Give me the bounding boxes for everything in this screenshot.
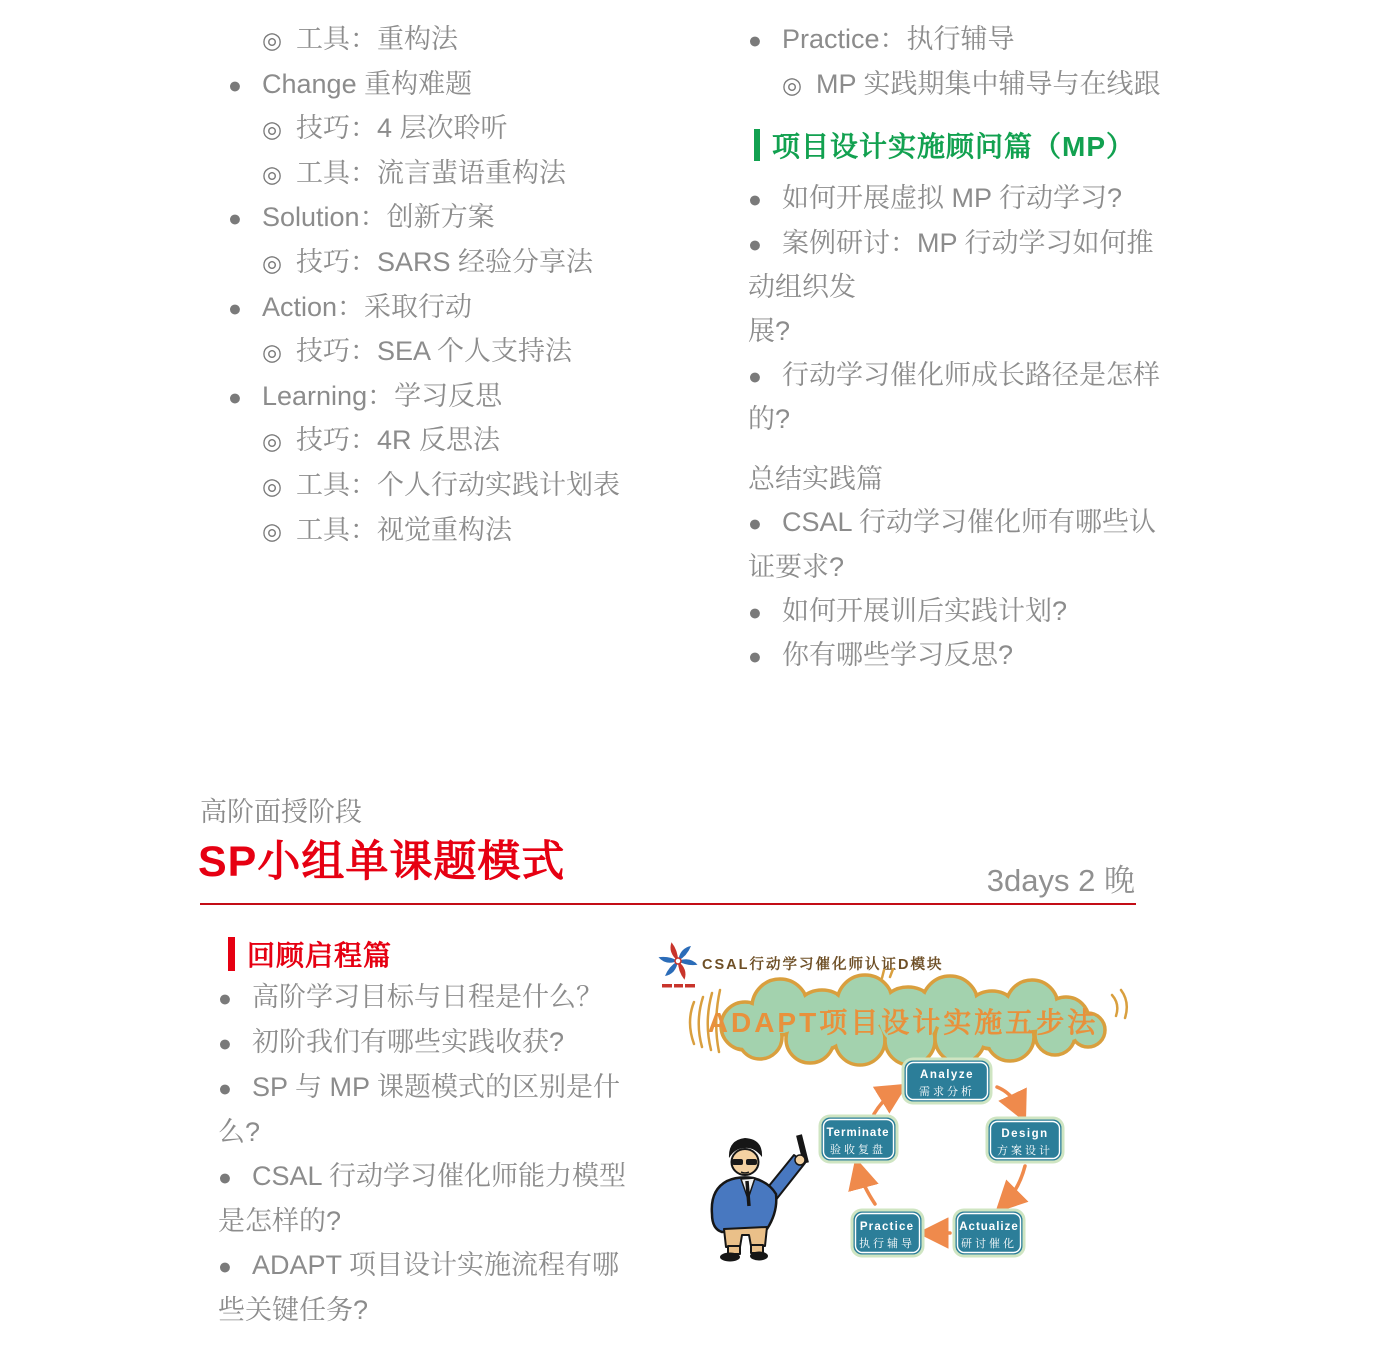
bullet-icon: ●	[748, 510, 762, 537]
bullet-icon: ●	[228, 71, 242, 98]
list-item-text: 技巧：4 层次聆听	[296, 113, 508, 144]
list-item	[228, 509, 698, 554]
list-item	[218, 975, 658, 1020]
step-label-zh: 验收复盘	[830, 1144, 886, 1156]
list-item-text: Practice：执行辅导	[782, 24, 1015, 54]
banner-title: ADAPT项目设计实施五步法	[707, 1007, 1099, 1038]
list-item-text: 些关键任务?	[218, 1295, 369, 1325]
list-item-text: ADAPT 项目设计实施流程有哪	[252, 1250, 620, 1280]
step-box-actualize	[954, 1210, 1024, 1256]
list-item-text: 你有哪些学习反思?	[782, 640, 1014, 671]
list-item-wrap	[748, 310, 1178, 354]
list-item-wrap	[748, 546, 1178, 590]
bullet-icon: ●	[748, 598, 762, 625]
list-item	[748, 177, 1178, 222]
logo-subtext-marks	[662, 984, 695, 988]
adapt-cycle-diagram	[650, 940, 1162, 1344]
agenda-column-left	[228, 18, 698, 553]
arrow-practice-to-terminate	[859, 1171, 875, 1204]
list-item-text: 案例研讨：MP 行动学习如何推	[782, 227, 1154, 258]
hand	[795, 1155, 805, 1165]
bullet-icon: ●	[748, 362, 762, 389]
facilitator-illustration	[712, 1135, 806, 1262]
section-header-mp	[754, 125, 1178, 165]
list-item-text: 如何开展虚拟 MP 行动学习?	[782, 183, 1123, 214]
bullet-icon: ●	[748, 230, 762, 257]
sub-bullet-icon: ◎	[782, 71, 803, 98]
bullet-icon: ●	[228, 294, 242, 321]
list-item-text: 行动学习催化师成长路径是怎样	[782, 359, 1160, 390]
bullet-icon: ●	[228, 383, 242, 410]
list-item	[228, 107, 698, 152]
step-label-en: Practice	[859, 1221, 915, 1233]
list-item-text: Solution：创新方案	[262, 202, 495, 233]
arrow-design-to-actualize	[1005, 1166, 1025, 1203]
step-box-analyze	[903, 1059, 991, 1103]
sub-bullet-icon: ◎	[262, 249, 283, 276]
bullet-icon: ●	[218, 1030, 232, 1056]
step-box-design	[987, 1118, 1063, 1162]
glasses-right	[746, 1159, 757, 1165]
tie	[747, 1181, 749, 1206]
bullet-icon: ●	[228, 205, 242, 232]
step-box-terminate	[820, 1116, 897, 1162]
list-item-text: 工具：重构法	[296, 24, 458, 54]
sub-bullet-icon: ◎	[262, 160, 283, 187]
list-item-text: SP 与 MP 课题模式的区别是什	[252, 1072, 621, 1102]
step-label-en: Actualize	[959, 1221, 1019, 1233]
step-label-zh: 执行辅导	[859, 1238, 915, 1250]
list-item-text: 证要求?	[748, 551, 845, 582]
list-item	[748, 501, 1178, 546]
list-item-text: 的?	[748, 404, 791, 435]
agenda-column-right	[748, 18, 1178, 679]
list-item	[228, 63, 698, 108]
step-box-practice	[852, 1210, 923, 1256]
section-bar	[228, 937, 235, 971]
step-label-en: Terminate	[826, 1127, 890, 1139]
bullet-icon: ●	[218, 985, 232, 1011]
bullet-icon: ●	[218, 1075, 232, 1101]
stage-eyebrow: 高阶面授阶段	[200, 797, 362, 827]
list-item	[218, 1154, 658, 1199]
arrow-analyze-to-design	[997, 1087, 1020, 1110]
list-item-text: 是怎样的?	[218, 1206, 342, 1236]
list-item-text: Learning：学习反思	[262, 380, 503, 411]
stage-duration: 3days 2 晚	[986, 863, 1135, 898]
step-label-zh: 研讨催化	[961, 1238, 1017, 1250]
list-item-text: 技巧：4R 反思法	[296, 425, 501, 456]
list-item	[228, 18, 698, 63]
list-item-text: CSAL 行动学习催化师有哪些认	[782, 507, 1157, 538]
list-item	[228, 241, 698, 286]
sub-bullet-icon: ◎	[262, 116, 283, 143]
list-item	[228, 152, 698, 197]
list-item-wrap	[218, 1288, 658, 1332]
list-item	[218, 1020, 658, 1065]
shoe-left	[720, 1253, 740, 1262]
list-item-text: 如何开展训后实践计划?	[782, 595, 1068, 626]
list-item-text: 初阶我们有哪些实践收获?	[252, 1027, 565, 1057]
csal-logo-icon	[659, 942, 698, 980]
review-question-list	[218, 975, 658, 1332]
list-item-text: 展?	[748, 315, 791, 346]
subsection-title-text: 总结实践篇	[748, 463, 883, 494]
list-item-wrap	[748, 398, 1178, 442]
list-item	[218, 1065, 658, 1110]
list-item	[748, 63, 1178, 108]
list-item	[228, 330, 698, 375]
section-header-text: 项目设计实施顾问篇（MP）	[772, 131, 1136, 163]
step-label-zh: 需求分析	[919, 1086, 975, 1098]
sub-bullet-icon: ◎	[262, 428, 283, 455]
sub-bullet-icon: ◎	[262, 517, 283, 544]
list-item-wrap	[218, 1199, 658, 1243]
bullet-icon: ●	[748, 643, 762, 670]
list-item	[228, 419, 698, 464]
list-item	[748, 222, 1178, 267]
list-item-wrap	[748, 266, 1178, 310]
bullet-icon: ●	[748, 27, 762, 53]
list-item	[228, 286, 698, 331]
list-item-text: Change 重构难题	[262, 68, 473, 99]
list-item-text: MP 实践期集中辅导与在线跟	[816, 68, 1161, 99]
list-item	[228, 375, 698, 420]
sub-bullet-icon: ◎	[262, 472, 283, 499]
list-item-text: Action：采取行动	[262, 291, 473, 322]
sub-bullet-icon: ◎	[262, 27, 283, 53]
stage-divider-rule	[200, 903, 1136, 905]
stage-title: SP小组单课题模式	[198, 838, 566, 886]
list-item	[228, 464, 698, 509]
subsection-title	[748, 458, 1178, 502]
step-label-en: Design	[1001, 1128, 1049, 1140]
section-bar	[754, 129, 760, 161]
step-label-zh: 方案设计	[997, 1145, 1053, 1157]
list-item-text: 工具：流言蜚语重构法	[296, 157, 566, 188]
list-item-text: 技巧：SEA 个人支持法	[296, 336, 573, 367]
list-item	[748, 634, 1178, 679]
list-item-text: 工具：个人行动实践计划表	[296, 469, 620, 500]
list-item-text: 动组织发	[748, 272, 856, 303]
list-item-text: 么?	[218, 1117, 261, 1147]
section-header-text: 回顾启程篇	[247, 940, 393, 971]
list-item-text: CSAL 行动学习催化师能力模型	[252, 1161, 627, 1191]
shoe-right	[750, 1252, 768, 1261]
list-item	[218, 1243, 658, 1288]
list-item-text: 技巧：SARS 经验分享法	[296, 246, 594, 277]
logo-caption: CSAL行动学习催化师认证D模块	[702, 957, 944, 973]
section-header-review	[228, 934, 392, 974]
list-item	[748, 590, 1178, 635]
list-item	[748, 354, 1178, 399]
arrow-terminate-to-analyze	[874, 1091, 896, 1114]
bullet-icon: ●	[218, 1164, 232, 1190]
list-item-text: 工具：视觉重构法	[296, 514, 512, 545]
bullet-icon: ●	[218, 1253, 232, 1279]
banner-cloud	[690, 969, 1127, 1065]
sub-bullet-icon: ◎	[262, 339, 283, 366]
bullet-icon: ●	[748, 186, 762, 213]
list-item-wrap	[218, 1110, 658, 1154]
list-item	[228, 196, 698, 241]
glasses-left	[732, 1159, 743, 1165]
step-label-en: Analyze	[920, 1069, 974, 1081]
list-item	[748, 18, 1178, 63]
list-item-text: 高阶学习目标与日程是什么？	[252, 982, 603, 1012]
